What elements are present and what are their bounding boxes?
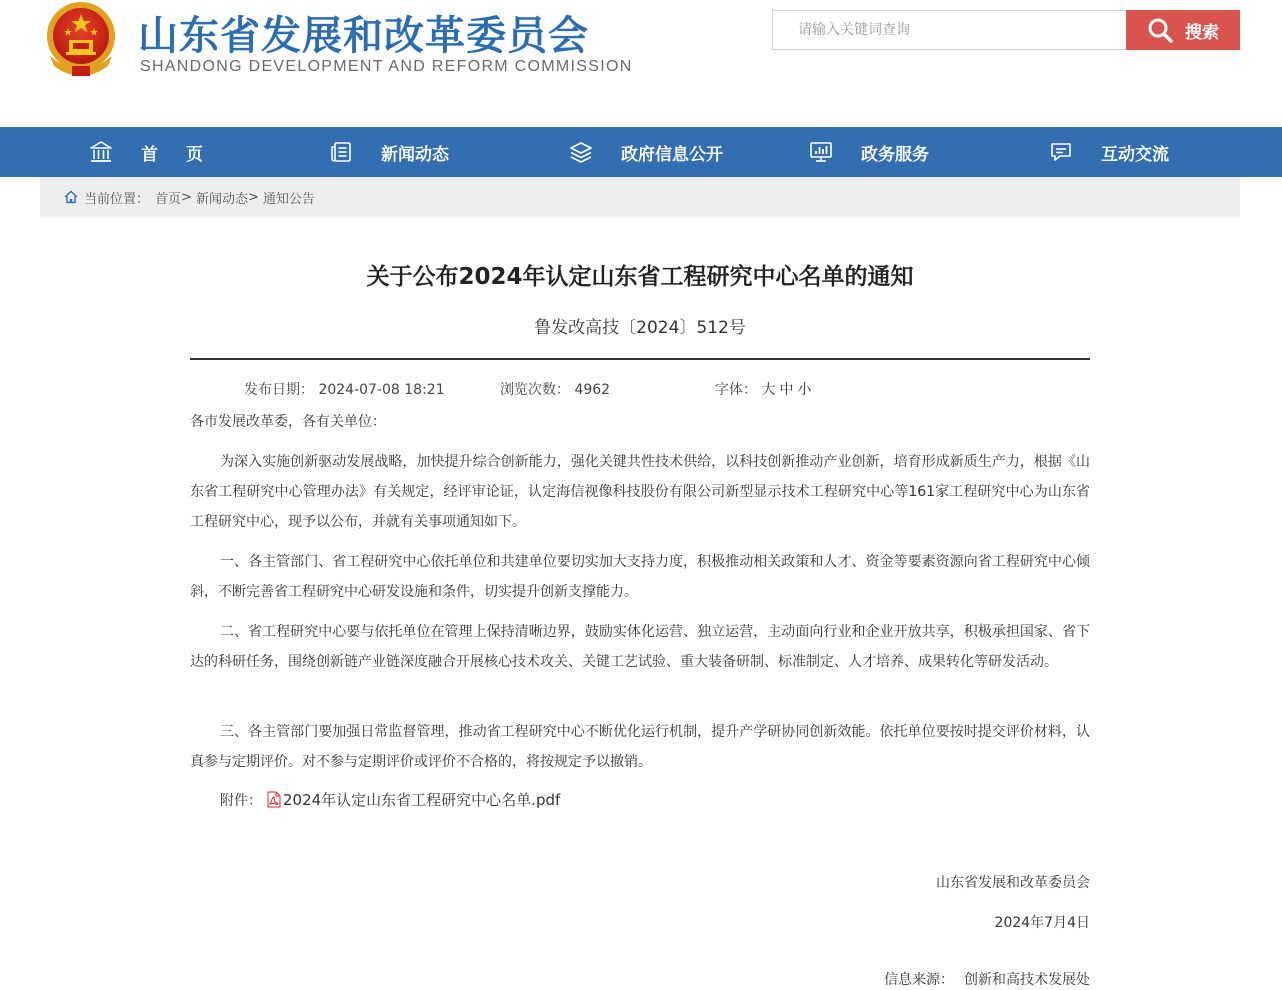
nav-item-gov-info[interactable] [569,127,723,177]
publish-date [244,379,500,399]
publish-label: 发布日期： [244,382,314,398]
paragraph: 三、各主管部门要加强日常监督管理，推动省工程研究中心不断优化运行机制，提升产学研协同创新效能。依托单位要按时提交评价材料，认真参与定期评价。对不参与定期评价或评价不合格的，将按规定予以撤销。 [190,724,1090,770]
breadcrumb-home[interactable]: 首页 [155,191,182,207]
paragraph: 二、省工程研究中心要与依托单位在管理上保持清晰边界，鼓励实体化运营、独立运营，主动面向行业和企业开放共享，积极承担国家、省下达的科研任务，围绕创新链产业链深度融合开展核心技术攻关、关键工艺试验、重大装备研制、标准制定、人才培养、成果转化等研发活动。 [190,624,1090,670]
search-input[interactable] [772,10,1127,50]
search-icon [1147,17,1173,43]
layers-icon [569,140,593,164]
sign-date: 2024年7月4日 [994,915,1090,931]
pdf-icon [266,791,282,808]
nav-item-home[interactable] [89,127,231,177]
nav-item-label: 首页 [141,144,231,165]
font-medium-button[interactable]: 中 [779,382,794,398]
signature: 山东省发展和改革委员会 [936,875,1090,891]
breadcrumb-separator: > [247,189,259,205]
chat-icon [1049,140,1073,164]
nav-item-label: 政府信息公开 [621,144,723,165]
source-value: 创新和高技术发展处 [964,972,1090,988]
site-title: 山东省发展和改革委员会 [138,13,589,59]
attachment-link[interactable]: 2024年认定山东省工程研究中心名单.pdf [283,791,561,809]
nav-item-services[interactable] [809,127,929,177]
views-value: 4962 [574,382,611,398]
nav-item-news[interactable] [329,127,449,177]
attachment-label: 附件： [220,792,262,809]
attachment [220,789,560,810]
breadcrumb-notices[interactable]: 通知公告 [262,191,315,207]
breadcrumb [40,177,1240,217]
source-label: 信息来源： [884,972,954,988]
nav-item-label: 互动交流 [1101,144,1169,165]
paragraph: 为深入实施创新驱动发展战略，加快提升综合创新能力，强化关键共性技术供给，以科技创新推动产业创新，培育形成新质生产力，根据《山东省工程研究中心管理办法》有关规定，经评审论证，认定海信视像科技股份有限公司新型显示技术工程研究中心等161家工程研究中心为山东省工程研究中心，现予以公布，并就有关事项通知如下。 [190,454,1090,530]
home-icon [64,190,78,204]
chart-board-icon [809,140,833,164]
font-size-control [715,379,815,399]
search-button-label: 搜索 [1185,22,1219,43]
site-header [0,0,1282,127]
search-button[interactable] [1126,10,1240,50]
salutation: 各市发展改革委，各有关单位： [190,414,386,430]
view-count [500,379,715,399]
article-title: 关于公布2024年认定山东省工程研究中心名单的通知 [366,264,914,290]
national-emblem-icon [40,0,122,80]
font-label: 字体： [715,382,757,398]
site-subtitle: SHANDONG DEVELOPMENT AND REFORM COMMISSION [140,58,633,75]
nav-item-label: 政务服务 [861,144,929,165]
publish-date-value: 2024-07-08 18:21 [318,382,445,398]
paragraph: 一、各主管部门、省工程研究中心依托单位和共建单位要切实加大支持力度，积极推动相关政策和人才、资金等要素资源向省工程研究中心倾斜，不断完善省工程研究中心研发设施和条件，切实提升创新支撑能力。 [190,554,1090,600]
breadcrumb-prefix: 当前位置： [84,191,150,207]
building-icon [89,140,113,164]
news-list-icon [329,140,353,164]
nav-item-interaction[interactable] [1049,127,1169,177]
font-large-button[interactable]: 大 [761,382,776,398]
nav-item-label: 新闻动态 [381,144,449,165]
title-divider [190,358,1090,360]
breadcrumb-news[interactable]: 新闻动态 [195,191,248,207]
article-meta [244,379,815,399]
breadcrumb-separator: > [181,189,192,205]
views-label: 浏览次数： [500,382,570,398]
info-source [884,969,1090,989]
document-number: 鲁发改高技〔2024〕512号 [534,318,746,338]
main-nav [0,127,1282,177]
font-small-button[interactable]: 小 [797,382,812,398]
